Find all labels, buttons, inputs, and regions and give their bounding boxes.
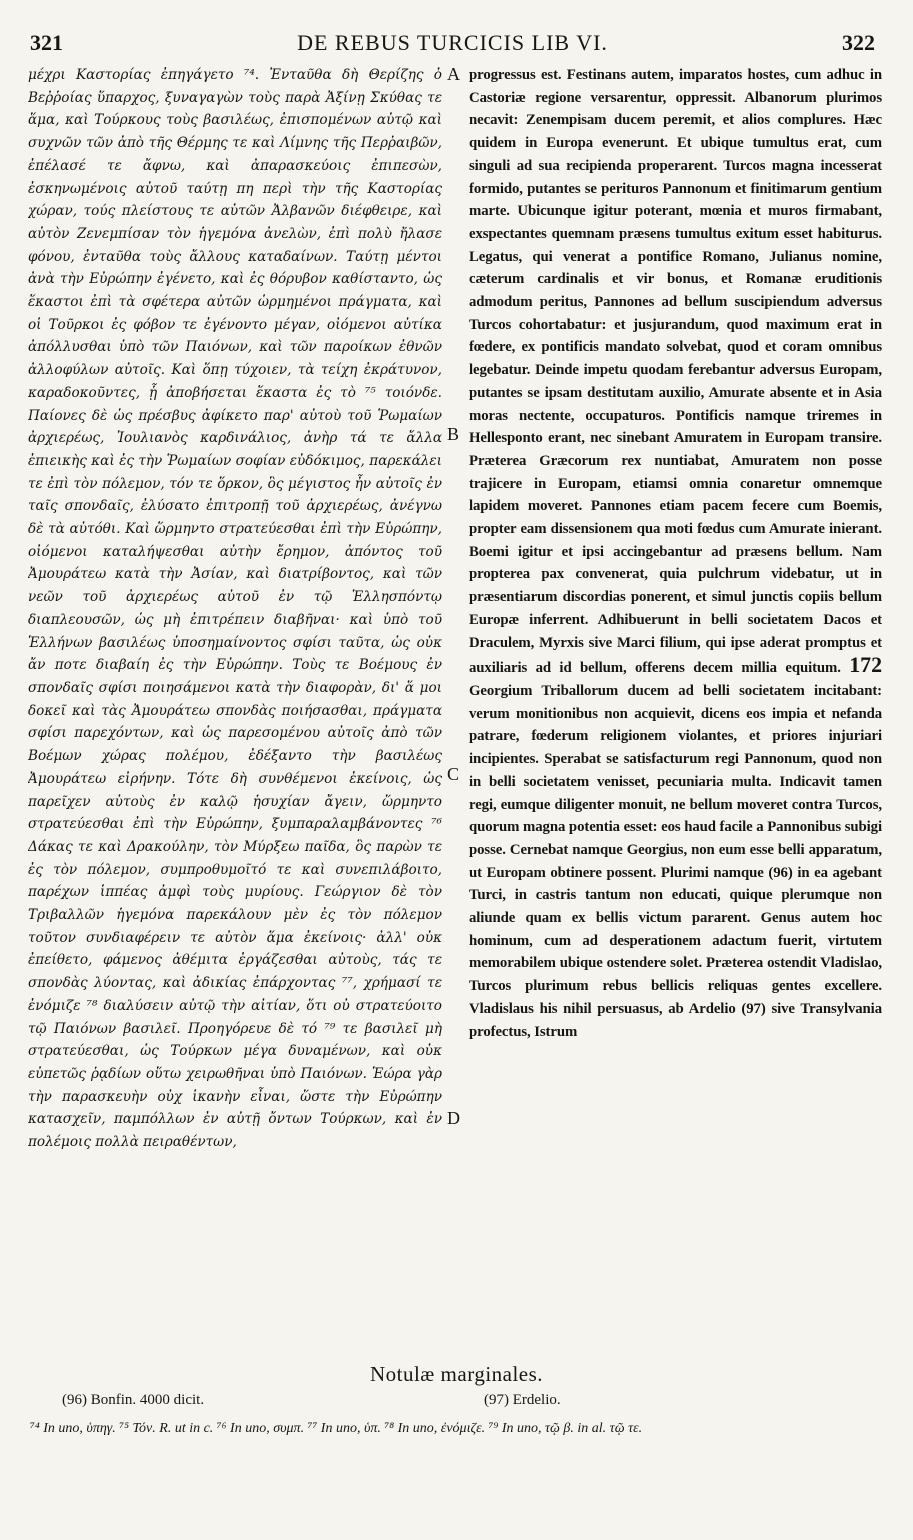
notes-title: Notulæ marginales. — [369, 1362, 544, 1386]
note-96: (96) Bonfin. 4000 dicit. — [62, 1392, 205, 1408]
page-number-right: 322 — [842, 30, 875, 55]
greek-text: μέχρι Καστορίας ἐπηγάγετο ⁷⁴. Ἐνταῦθα δὴ Θερίζης ὁ Βεῤῥοίας ὕπαρχος, ξυναγαγὼν τοὺς παρὰ Ἀξίνῃ Σκύθας τε ἅμα, καὶ Τούρκους τοὺς βασιλέως, ἐπισπομένων αὐτῷ καὶ συχνῶν τῶν ἀπὸ τῆς Θέρμης τε καὶ Λίμνης τῆς Περῤαιβῶν, ἐπέλασέ τε ἄφνω, καὶ ἀπαρασκεύοις ἐπιπεσὼν, ἐσκηνωμένοις αὐτοῦ ταύτῃ πη περὶ τὴν τῆς Καστορίας χώραν, τούς πλείστους τε αὐτῶν Ἀλβανῶν διέφθειρε, καὶ αὐτὸν Ζενεμπίσαν τὸν ἡγεμόνα ἀνελὼν, ἐπὶ πολὺ ἤλασε φόνου, ἐνταῦθα τοὺς ἄλλους καταδαίνων. Ταύτῃ μέντοι ἀνὰ τὴν Εὐρώπην ἐγένετο, καὶ ἐς θόρυβον καθίσταντο, ὡς ἕκαστοι ἐπὶ τὰ σφέτερα αὐτῶν ὡρμημένοι πράγματα, καὶ οἱ Τοῦρκοι ἐς φόβον τε ἐγένοντο μέγαν, οἰόμενοι αὐτίκα ἀπόλλυσθαι ὑπὸ τῶν Παιόνων, καὶ τῶν παροίκων ἐθνῶν ἀλλοφύλων αὐτοῖς. Καὶ ὅπῃ τύχοιεν, τὰ τείχη ἐκράτυνον, καραδοκοῦντες, ᾗ ἀποβήσεται ἕκαστα ἐς τὸ ⁷⁵ τοιόνδε. Παίονες δὲ ὡς πρέσβυς ἀφίκετο παρ' αὐτοὺ τοῦ Ῥωμαίων ἀρχιερέως, Ἰουλιανὸς καρδινάλιος, ἀνὴρ τά τε ἄλλα ἐπιεικὴς καὶ ἐς τὴν Ῥωμαίων σοφίαν εὐδόκιμος, παρεκάλει τε ἐπὶ τὸν πόλεμον, τόν τε ὅρκον, ὃς μέγιστος ἦν αὐτοῖς ἐν ταῖς σπονδαῖς, ἐλύσατο ἐπιτροπῇ τοῦ ἀρχιερέως, ἀνέγνω δὲ τὰ αὐτόθι. Καὶ ὥρμηντο στρατεύεσθαι ἐπὶ τὴν Εὐρώπην, οἰόμενοι καταλήψεσθαι αὐτὴν ἔρημον, ἀπόντος τοῦ Ἀμουράτεω κατὰ τὴν Ἀσίαν, καὶ διατρίβοντος, καὶ τῶν νεῶν τοῦ ἀρχιερέως αὐτοῦ ἐν τῷ Ἑλλησπόντῳ διαπλεουσῶν, ὡς μὴ ἐπιτρέπειν διαβῆναι· καὶ ὑπὸ τοῦ Ἑλλήνων βασιλέως ὑποσημαίνοντος σφίσι ταῦτα, ὡς οὐκ ἄν ποτε διαβαίη ἐς τὴν Εὐρώπην. Τοὺς τε Βοέμους ἐν σπονδαῖς σφίσι ποιησάμενοι κατὰ τὴν διαφορὰν, δι' ἅ μοι δοκεῖ καὶ τὰς Ἀμουράτεω σπονδὰς ποιήσασθαι, πράγματα σφίσι παρεχόντων, καὶ ὡς παρεσομένου αὐτοῖς ἀπὸ τῶν Βοέμων χώρας πολέμου, ἐδέξαντο τὴν βασιλέως Ἀμουράτεω εἰρήνην. Τότε δὴ συνθέμενοι ἐκείνοις, ὡς παρεῖχεν αὐτοὺς ἐν καλῷ ἡσυχίαν ἄγειν, ὥρμηντο στρατεύεσθαι ἐπὶ τὴν Εὐρώπην, ξυμπαραλαμβάνοντες ⁷⁶ Δάκας τε καὶ Δρακούλην, τὸν Μύρξεω παῖδα, ὃς παρὼν τε ἐς τὸν πόλεμον, συμπροθυμοῖτό τε καὶ συνεπιλάβοιτο, παρέχων ἱππέας ἀμφὶ τοὺς μυρίους. Γεώργιον δὲ τὸν Τριβαλλῶν ἡγεμόνα παρεκάλουν μὲν ἐς τὸν πόλεμον τοῦτον συνδιαφέρειν τε αὐτὸν ἅμα ἐκείνοις· ἀλλ' οὐκ ἐπείθετο, φάμενος ἀθέμιτα ἐργάζεσθαι αὐτοὺς, τάς τε σπονδὰς λύοντας, καὶ ἀδικίας ἐπάρχοντας ⁷⁷, χρήμασί τε ἐνόμιζε ⁷⁸ διαλύσειν αὐτῷ τὴν αἰτίαν, ὅτι οὐ στρατεύοιτο τῷ Παιόνων βασιλεῖ. Προηγόρευε δὲ τό ⁷⁹ τε βασιλεῖ μὴ στρατεύεσθαι, ὡς Τούρκων μέγα δυναμένων, καὶ οὐκ εὐπετῶς ῥᾳδίων οὕτω χειρωθῆναι ὑπὸ Παιόνων. Ἑώρα γὰρ τὴν παρασκευὴν οὐχ ἱκανὴν εἶναι, ὥστε τὴν Εὐρώπην κατασχεῖν, παμπόλλων ἐν αὐτῇ ὄντων Τούρκων, καὶ ἐν πολέμοις πολλὰ πειραθέντων, — [28, 67, 442, 1151]
greek-column — [28, 64, 442, 1350]
section-number: 172 — [849, 652, 882, 678]
running-title: DE REBUS TURCICIS LIB VI. — [297, 30, 608, 55]
note-97: (97) Erdelio. — [484, 1392, 561, 1408]
latin-text-1: progressus est. Festinans autem, imparatos hostes, cum adhuc in Castoriæ regione versarentur, oppressit. Albanorum plurimos necavit: Zenempisam ducem peremit, et alios complures. Hæc quidem in Europa evenerunt. Et ubique tumultus erat, cum singuli ad sua recipienda properarent. Turcos magna incesserat formido, putantes se perituros Pannonum et finitimarum gentium marte. Ubicunque igitur poterant, mœnia et muros firmabant, exspectantes quemnam præsens tumultus exitum esset habiturus. Legatus, qui venerat a pontifice Romano, Julianus nomine, cæterum cardinalis et vir bonus, et Romanæ eruditionis admodum peritus, Pannones ad bellum suscipiendum adversus Turcos cohortabatur: et jusjurandum, quod maximum erat in fœdere, ex pontificis mandato solvebat, quod et coram omnibus legebatur. Deinde impetu quodam ferebantur adversus Europam, putantes se ipsam destitutam auxilio, Amurate absente et in Asia moras nectente, occupaturos. Pontificis namque triremes in Hellesponto erant, nec sinebant Amuratem in Europam transire. Præterea Græcorum rex nuntiabat, Amuratem non posse trajicere in Europam, etiamsi omnia conaretur omnemque lapidem moveret. Pannones etiam pacem fecere cum Boemis, propter eam dissensionem qua moti fœdus cum Amurate inierant. Boemi igitur et ipsi accingebantur ad præsens bellum. Nam propterea pax convenerat, quia pulchrum videbatur, ut in præsentiarum discordias ponerent, et simul junctis copiis bellum Europæ inferrent. Adhibuerunt in belli societatem Dacos et Draculem, Myrxis sive Marci filium, qui ipse aderat promptus et auxiliaris ad id bellum, offerens decem millia equitum. — [469, 67, 882, 677]
footnotes: ⁷⁴ In uno, ὑπηγ. ⁷⁵ Τόν. R. ut in c. ⁷⁶ In uno, συμπ. ⁷⁷ In uno, ὑπ. ⁷⁸ In uno, ἐνόμιζε. ⁷⁹ In uno, τῷ β. in al. τῷ τε. — [30, 1421, 643, 1436]
margin-letter-d: D — [447, 1108, 460, 1128]
margin-letter-a: A — [447, 64, 460, 84]
latin-text-2: Georgium Triballorum ducem ad belli societatem incitabant: verum monitionibus non acquievit, dicens eos impia et nefanda patrare, fœderum religionem violantes, et priores injuriari incipientes. Sperabat se satisfacturum regi Pannonum, quod non in belli societatem venisset, pecuniaria multa. Indicavit tamen regi, eumque diligenter monuit, ne bellum moveret contra Turcos, quorum magna potentia esset: eos haud facile a Pannonibus subigi posse. Cernebat namque Georgius, non eum esse belli apparatum, ut Europam obtinere possent. Plurimi namque (96) in ea agebant Turci, in castris tantum non educati, quique plerumque non aliunde quam ex bellis victum pararent. Genus autem hoc hominum, cum ad desperationem adactum fuerit, virtutem memorabilem ubique ostendere solet. Præterea ostendit Vladislao, Turcos plurimum rebus bellicis reliquas gentes excellere. Vladislaus his nihil persuasus, ab Ardelio (97) sive Transylvania profectus, Istrum — [469, 682, 882, 1040]
page-number-left: 321 — [30, 30, 63, 55]
page-header — [30, 30, 875, 60]
margin-letter-c: C — [447, 764, 460, 784]
margin-letter-b: B — [447, 424, 460, 444]
latin-column — [469, 64, 882, 1350]
